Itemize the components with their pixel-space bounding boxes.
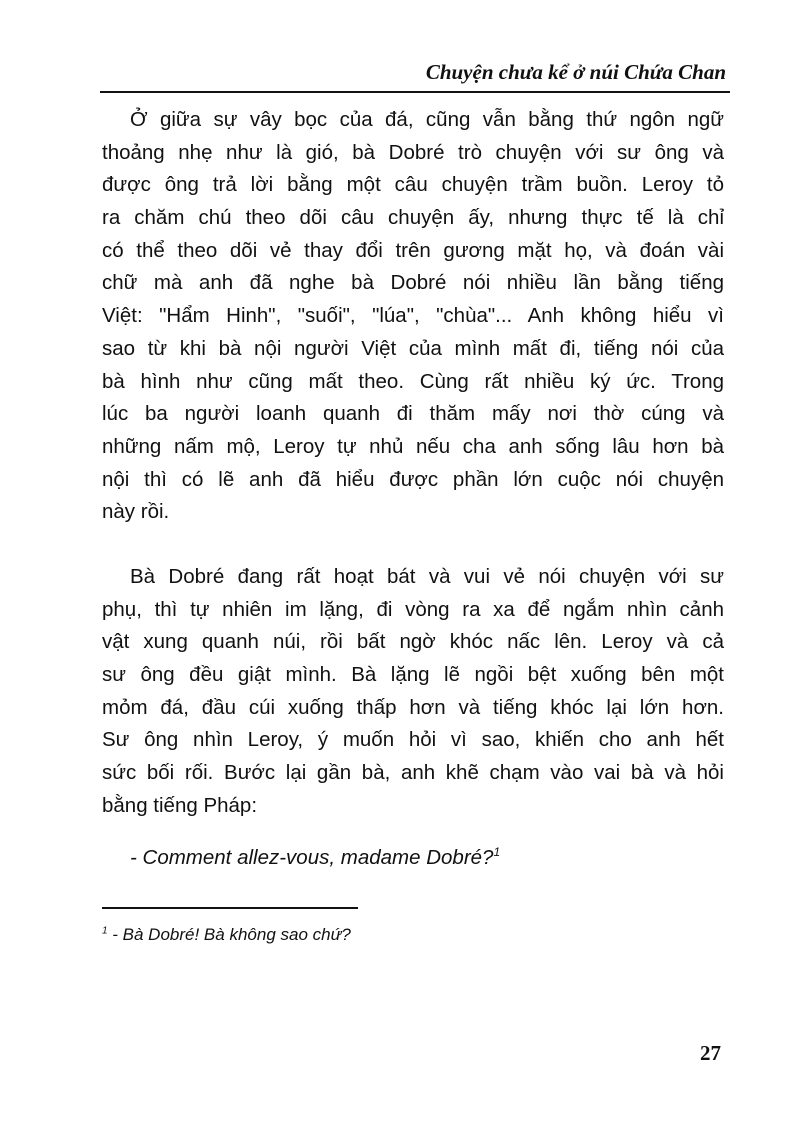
text-line: những nấm mộ, Leroy tự nhủ nếu cha anh sống lâu hơn bà: [102, 434, 724, 458]
footnote-rule: [102, 907, 358, 909]
paragraph-1: [102, 104, 724, 529]
running-header: Chuyện chưa kể ở núi Chứa Chan: [425, 60, 726, 84]
text-line: nội thì có lẽ anh đã hiểu được phần lớn cuộc nói chuyện: [102, 467, 724, 491]
text-line: sức bối rối. Bước lại gần bà, anh khẽ chạm vào vai bà và hỏi: [102, 761, 724, 785]
text-line: lúc ba người loanh quanh đi thăm mấy nơi thờ cúng và: [102, 402, 724, 426]
body-text: [102, 104, 724, 874]
text-line: Bà Dobré đang rất hoạt bát và vui vẻ nói chuyện với sư: [130, 564, 724, 588]
footnote: [102, 925, 351, 945]
text-line: chữ mà anh đã nghe bà Dobré nói nhiều lần bằng tiếng: [102, 271, 724, 295]
text-line: thoảng nhẹ như là gió, bà Dobré trò chuyện với sư ông và: [102, 140, 724, 164]
text-line: này rồi.: [102, 500, 170, 524]
text-line: Ở giữa sự vây bọc của đá, cũng vẫn bằng thứ ngôn ngữ: [130, 108, 724, 131]
footnote-ref[interactable]: 1: [493, 845, 501, 860]
page-number: 27: [700, 1041, 721, 1065]
text-line: bà hình như cũng mất theo. Cùng rất nhiều ký ức. Trong: [102, 369, 724, 393]
text-line: sao từ khi bà nội người Việt của mình mất đi, tiếng nói của: [102, 336, 724, 360]
paragraph-2: [102, 561, 724, 823]
footnote-marker: 1: [102, 925, 108, 937]
dialogue-text: - Comment allez-vous, madame Dobré?: [130, 846, 494, 870]
header-rule: [100, 91, 730, 93]
text-line: Việt: "Hẩm Hinh", "suối", "lúa", "chùa"... Anh không hiểu vì: [102, 304, 724, 328]
dialogue-line: [102, 836, 724, 874]
text-line: Sư ông nhìn Leroy, ý muốn hỏi vì sao, khiến cho anh hết: [102, 728, 724, 752]
text-line: có thể theo dõi vẻ thay đổi trên gương mặt họ, và đoán vài: [102, 238, 724, 262]
text-line: vật xung quanh núi, rồi bất ngờ khóc nấc lên. Leroy và cả: [102, 630, 724, 654]
text-line: sư ông đều giật mình. Bà lặng lẽ ngồi bệt xuống bên một: [102, 663, 724, 686]
footnote-text: - Bà Dobré! Bà không sao chứ?: [107, 925, 351, 944]
text-line: ra chăm chú theo dõi câu chuyện ấy, nhưng thực tế là chỉ: [102, 206, 724, 230]
text-line: mỏm đá, đầu cúi xuống thấp hơn và tiếng khóc lại lớn hơn.: [102, 695, 724, 719]
text-line: phụ, thì tự nhiên im lặng, đi vòng ra xa để ngắm nhìn cảnh: [102, 597, 724, 621]
text-line: được ông trả lời bằng một câu chuyện trầm buồn. Leroy tỏ: [102, 173, 724, 197]
text-line: bằng tiếng Pháp:: [102, 793, 258, 817]
